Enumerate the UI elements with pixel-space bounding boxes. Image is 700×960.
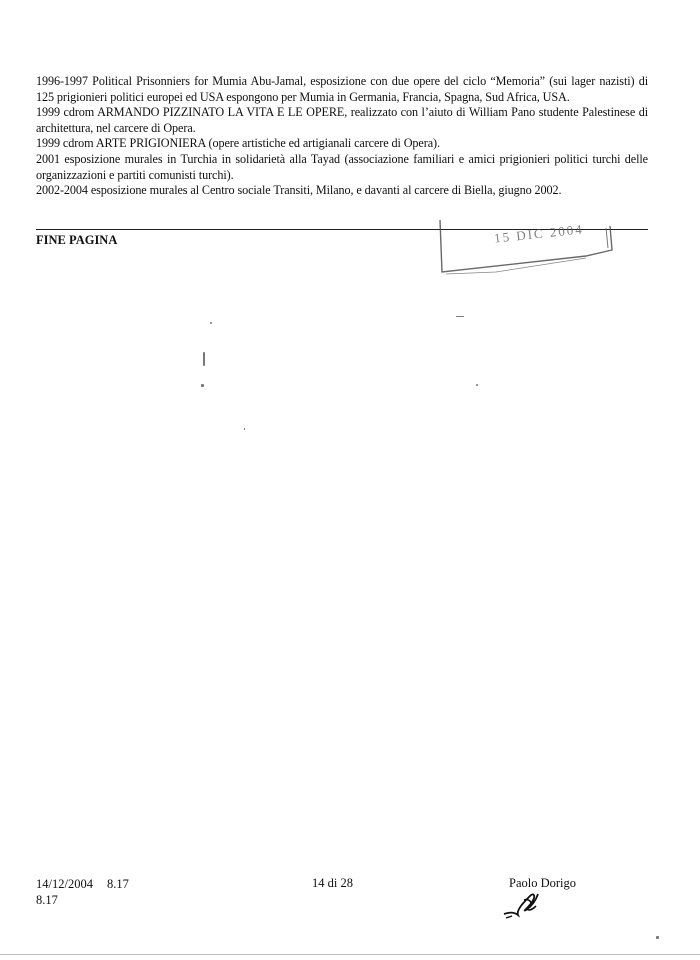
page-number: 14 di 28 bbox=[312, 876, 353, 890]
paragraph-2002-transiti: 2002-2004 esposizione murales al Centro sociale Transiti, Milano, e davanti al carcere di Biella, giugno 2002. bbox=[36, 183, 562, 198]
scan-speck bbox=[244, 428, 245, 430]
page-bottom-edge bbox=[0, 954, 700, 955]
end-of-page-label: FINE PAGINA bbox=[36, 233, 118, 247]
handwritten-signature bbox=[500, 882, 560, 926]
paragraph-1996-mumia: 1996-1997 Political Prisonniers for Mumia Abu-Jamal, esposizione con due opere del ciclo “Memoria” (sui lager nazisti) di 125 prigionieri politici europei ed USA espongono per Mumia in Germania, Francia, Spagna, Sud Africa, USA. bbox=[36, 74, 648, 104]
footer-time: 8.17 bbox=[106, 877, 129, 891]
scan-speck bbox=[210, 322, 212, 324]
paragraph-1999-arte-prigioniera: 1999 cdrom ARTE PRIGIONIERA (opere artistiche ed artigianali carcere di Opera). bbox=[36, 136, 440, 151]
footer-timestamp bbox=[36, 876, 143, 908]
footer-time-repeat: 8.17 bbox=[36, 893, 58, 907]
scan-speck bbox=[476, 384, 478, 386]
scan-speck bbox=[656, 936, 659, 939]
paragraph-2001-turchia: 2001 esposizione murales in Turchia in solidarietà alla Tayad (associazione familiari e amici prigionieri politici turchi delle organizzazioni e partiti comunisti turchi). bbox=[36, 151, 648, 182]
document-body bbox=[36, 74, 648, 199]
footer-date: 14/12/2004 bbox=[36, 877, 93, 891]
received-stamp bbox=[436, 216, 618, 280]
scan-speck bbox=[456, 316, 464, 317]
scan-speck bbox=[201, 384, 204, 387]
scan-speck bbox=[203, 352, 205, 366]
stamp-date: 15 DIC 2004 bbox=[493, 221, 585, 246]
paragraph-1999-pizzinato: 1999 cdrom ARMANDO PIZZINATO LA VITA E LE OPERE, realizzato con l’aiuto di William Pano studente Palestinese di architettura, nel carcere di Opera. bbox=[36, 105, 648, 135]
author-name: Paolo Dorigo bbox=[509, 876, 577, 890]
